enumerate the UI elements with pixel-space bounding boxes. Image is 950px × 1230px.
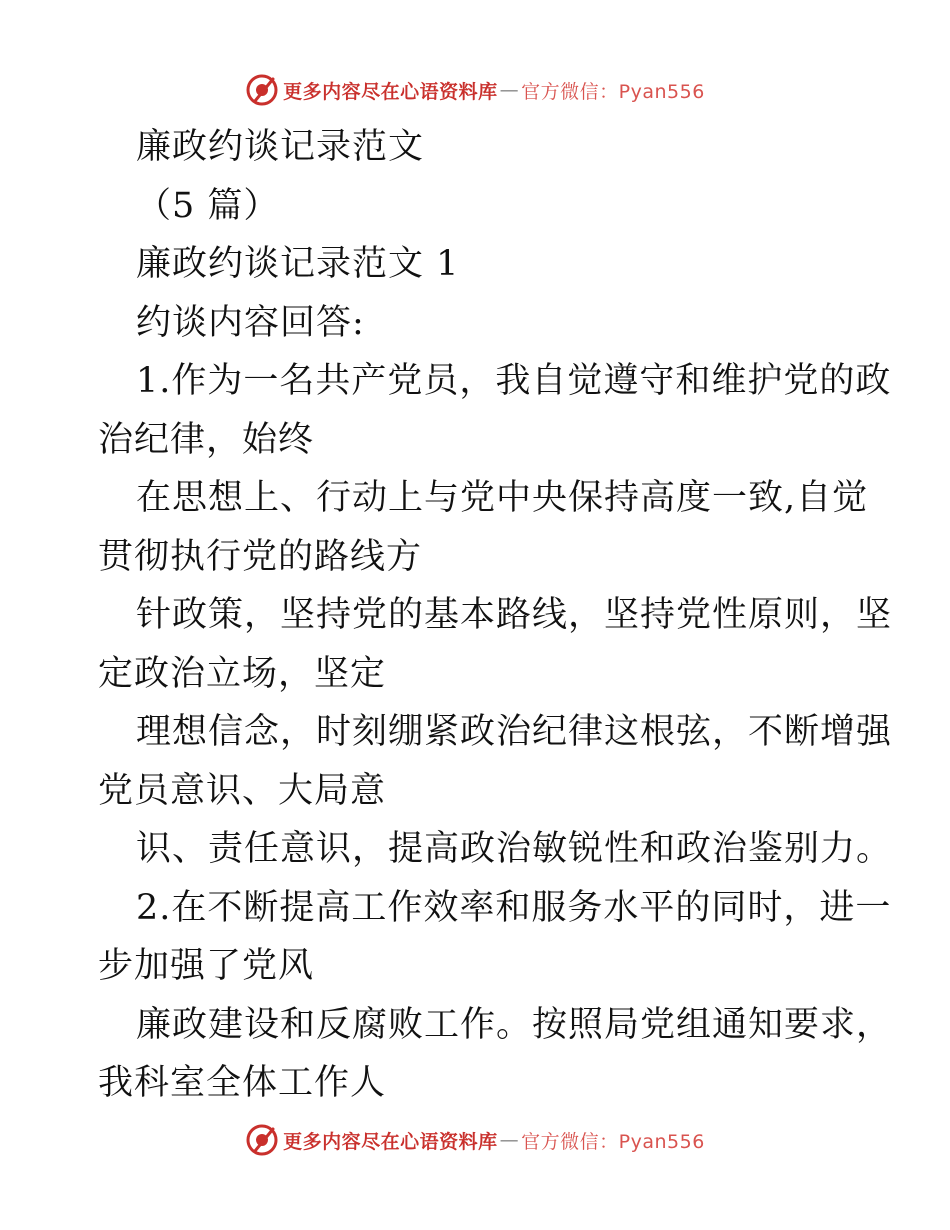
paragraph-line: 党员意识、大局意	[98, 770, 387, 811]
paragraph-line: 识、责任意识，提高政治敏锐性和政治鉴别力。	[136, 829, 893, 869]
header-separator: —	[499, 79, 520, 101]
paragraph-line: 约谈内容回答:	[136, 302, 365, 343]
section-heading: 廉政约谈记录范文 1	[136, 244, 460, 284]
paragraph-line: 廉政建设和反腐败工作。按照局党组通知要求，	[136, 1004, 893, 1045]
footer-brand: 更多内容尽在心语资料库	[283, 1130, 498, 1153]
doc-subtitle: （5 篇）	[136, 185, 280, 226]
paragraph-line: 2.在不断提高工作效率和服务水平的同时，进一	[136, 887, 892, 928]
header-wechat: 官方微信：Pyan556	[521, 80, 705, 103]
header-banner	[0, 70, 950, 110]
paragraph-line: 我科室全体工作人	[98, 1063, 387, 1103]
paragraph-line: 贯彻执行党的路线方	[98, 536, 423, 577]
paragraph-line: 步加强了党风	[98, 946, 315, 986]
footer-wechat: 官方微信：Pyan556	[521, 1130, 705, 1153]
paragraph-line: 理想信念，时刻绷紧政治纪律这根弦，不断增强	[136, 712, 893, 752]
footer-separator: —	[499, 1129, 520, 1151]
paragraph-line: 定政治立场，坚定	[98, 653, 387, 694]
paragraph-line: 治纪律，始终	[98, 419, 315, 460]
paragraph-line: 在思想上、行动上与党中央保持高度一致,自觉	[136, 478, 869, 518]
paragraph-line: 针政策，坚持党的基本路线，坚持党性原则，坚	[136, 595, 893, 635]
document-body	[98, 118, 893, 1113]
quill-seal-icon	[245, 1123, 279, 1157]
footer-banner	[0, 1120, 950, 1160]
quill-seal-icon	[245, 73, 279, 107]
header-brand: 更多内容尽在心语资料库	[283, 80, 498, 103]
paragraph-line: 1.作为一名共产党员，我自觉遵守和维护党的政	[136, 361, 892, 401]
doc-title: 廉政约谈记录范文	[136, 127, 425, 167]
